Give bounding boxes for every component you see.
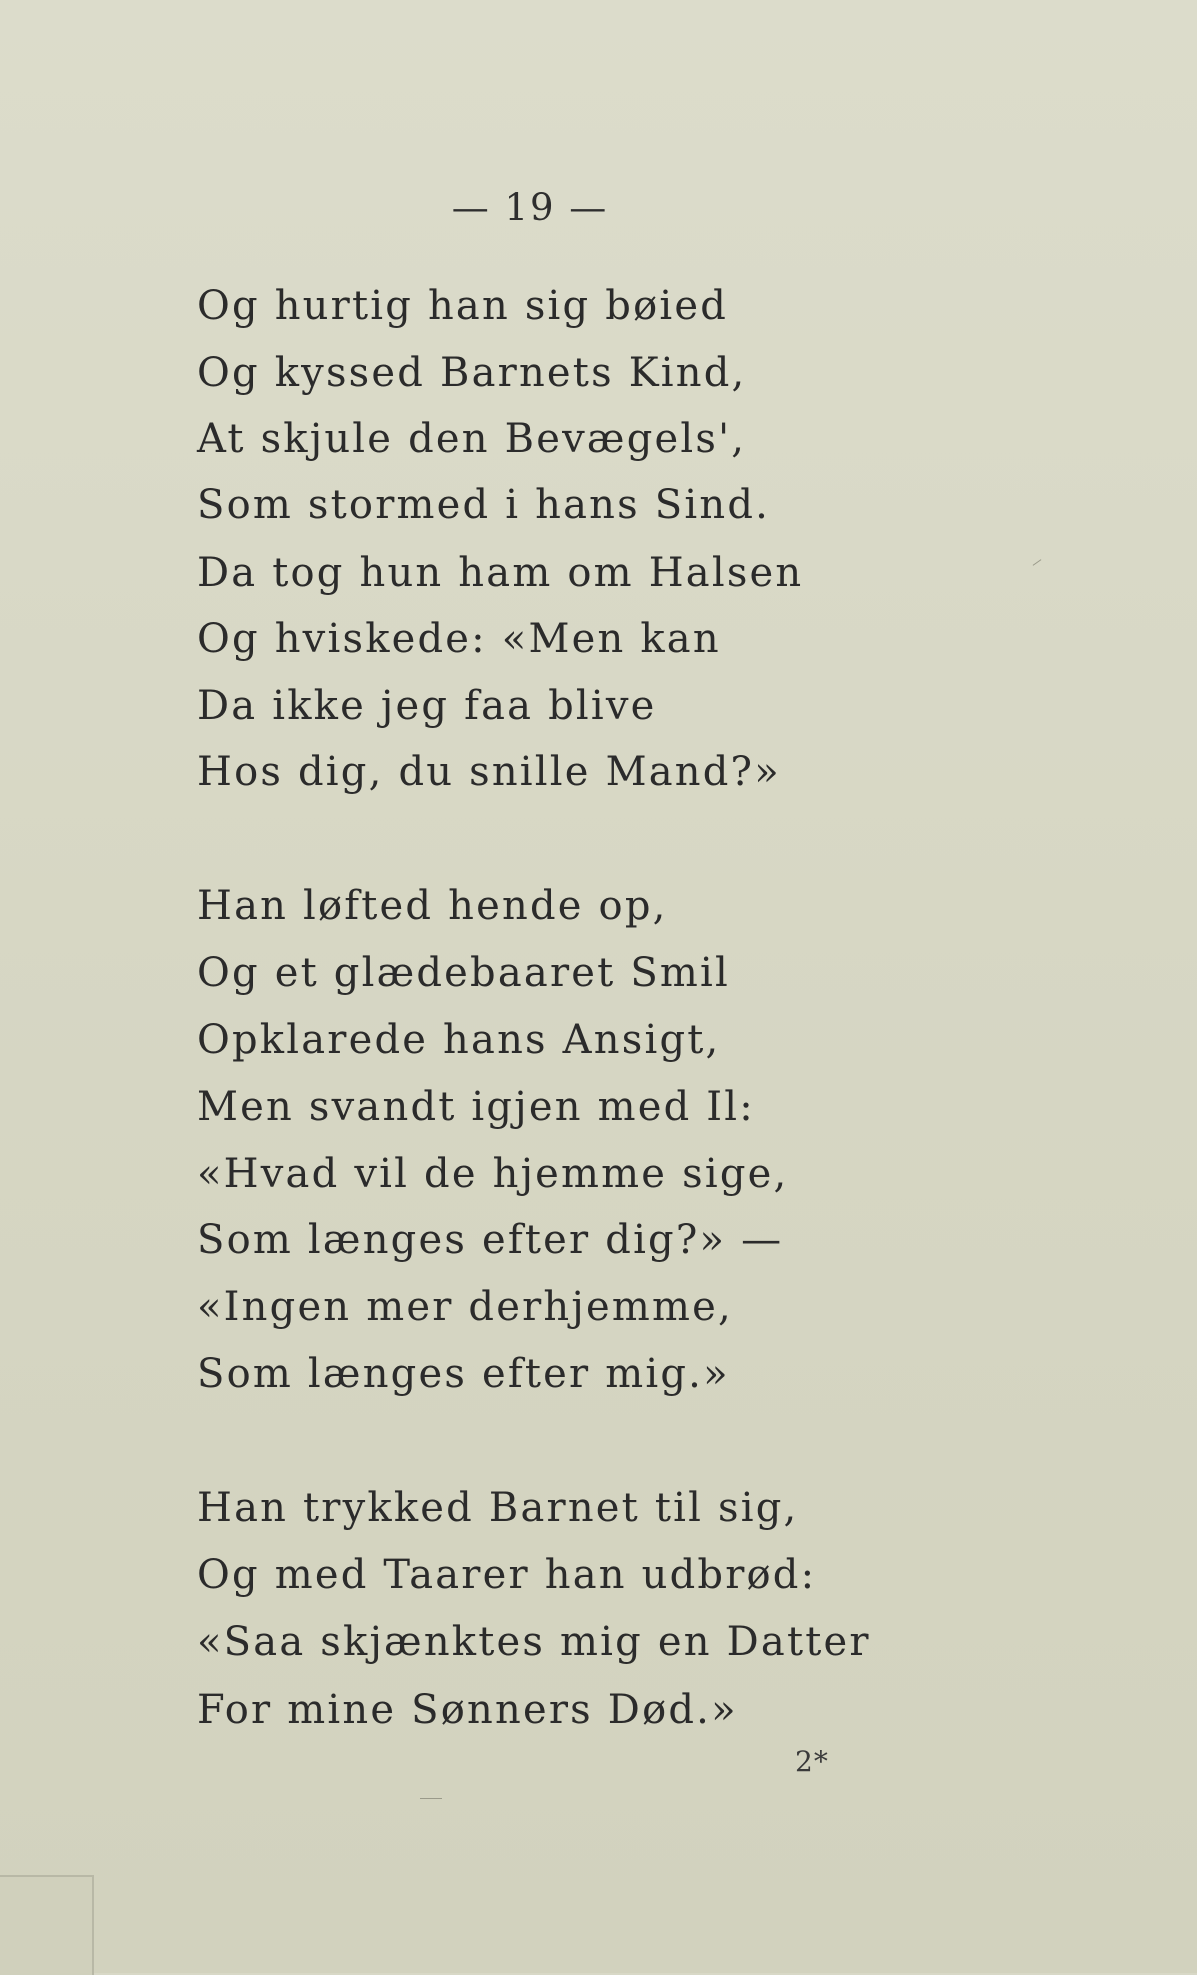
poem-line: Som længes efter mig.»: [197, 1351, 730, 1397]
poem-line: Som længes efter dig?» —: [197, 1217, 784, 1263]
poem-line: Han løfted hende op,: [197, 883, 668, 929]
poem-line: Som stormed i hans Sind.: [197, 482, 771, 528]
poem-line: Da ikke jeg faa blive: [197, 683, 657, 729]
poem-line: Opklarede hans Ansigt,: [197, 1017, 721, 1063]
poem-line: «Ingen mer derhjemme,: [197, 1284, 733, 1330]
poem-line: At skjule den Bevægels',: [197, 416, 747, 462]
poem-line: Og hviskede: «Men kan: [197, 616, 721, 662]
poem-line: Da tog hun ham om Halsen: [197, 550, 804, 596]
poem-line: «Hvad vil de hjemme sige,: [197, 1151, 789, 1197]
page-edge-shadow: [0, 1875, 94, 1975]
paper-speck: [1033, 559, 1042, 566]
page-number: — 19 —: [451, 186, 609, 229]
paper-speck: [420, 1798, 442, 1799]
poem-line: «Saa skjænktes mig en Datter: [197, 1619, 871, 1665]
poem-line: Og et glædebaaret Smil: [197, 950, 731, 996]
poem-line: Og med Taarer han udbrød:: [197, 1552, 817, 1598]
poem-line: Men svandt igjen med Il:: [197, 1084, 755, 1130]
signature-mark: 2*: [795, 1745, 829, 1778]
poem-line: Og kyssed Barnets Kind,: [197, 350, 747, 396]
poem-line: Hos dig, du snille Mand?»: [197, 749, 781, 795]
poem-line: Og hurtig han sig bøied: [197, 283, 729, 329]
poem-line: Han trykked Barnet til sig,: [197, 1485, 799, 1531]
poem-line: For mine Sønners Død.»: [197, 1687, 738, 1733]
